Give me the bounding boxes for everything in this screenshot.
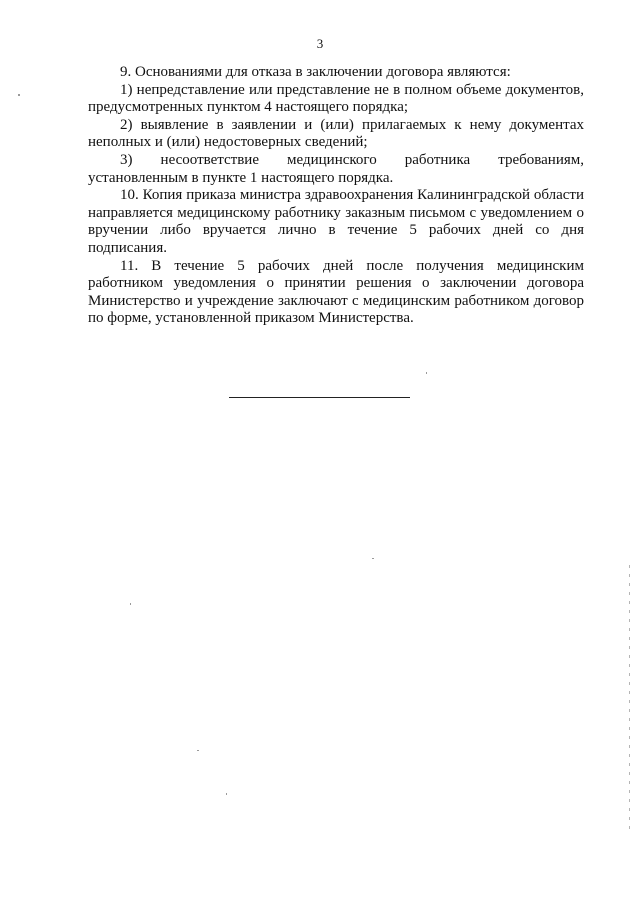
paragraph-9-item-1: 1) непредставление или представление не в полном объеме документов, предусмотренных пунктом 4 настоящего порядка; — [88, 81, 584, 116]
document-body — [88, 64, 584, 328]
scan-speck — [197, 750, 199, 751]
paragraph-11: 11. В течение 5 рабочих дней после получения медицинским работником уведомления о принятии решения о заключении договора Министерство и учреждение заключают с медицинским работником договор по форме, установленной приказом Министерства. — [88, 257, 584, 327]
paragraph-9-item-3: 3) несоответствие медицинского работника требованиям, установленным в пункте 1 настоящего порядка. — [88, 151, 584, 186]
scan-speck — [226, 793, 227, 795]
scan-margin-mark — [629, 565, 630, 835]
paragraph-9-item-2: 2) выявление в заявлении и (или) прилагаемых к нему документах неполных и (или) недостоверных сведений; — [88, 116, 584, 151]
scan-speck — [426, 372, 427, 374]
paragraph-10: 10. Копия приказа министра здравоохранения Калининградской области направляется медицинскому работнику заказным письмом с уведомлением о вручении либо вручается лично в течение 5 рабочих дней со дня подписания. — [88, 187, 584, 256]
scan-speck — [130, 603, 131, 605]
scan-speck — [18, 94, 20, 96]
closing-separator-line — [229, 397, 410, 398]
scan-speck — [372, 558, 374, 559]
page-number: 3 — [316, 36, 324, 51]
paragraph-9: 9. Основаниями для отказа в заключении договора являются: — [120, 64, 511, 80]
